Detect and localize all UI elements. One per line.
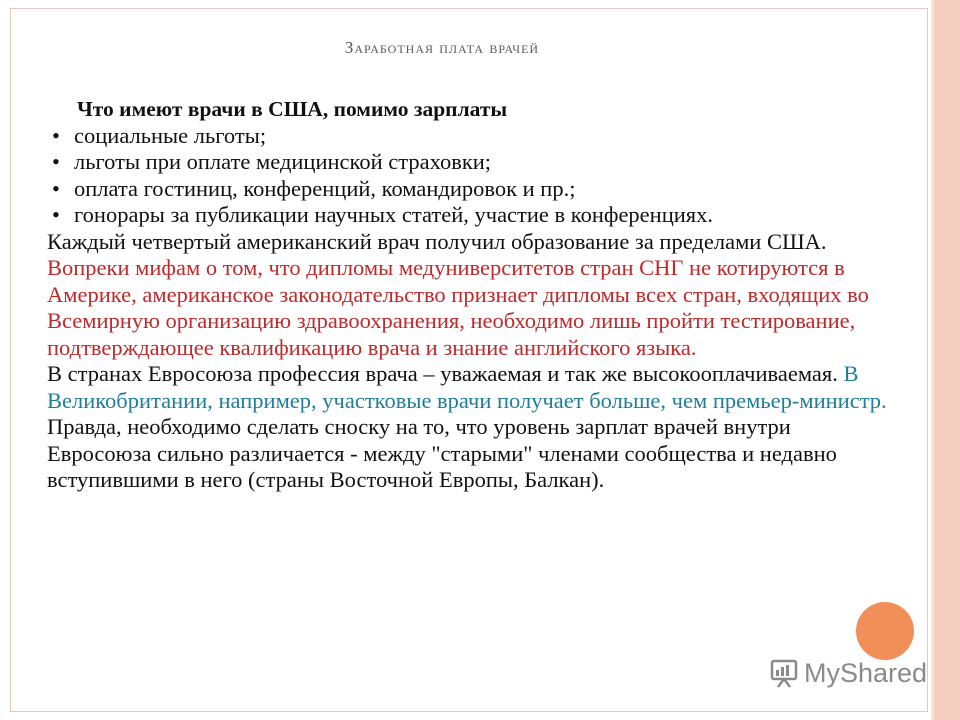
paragraph-eu-text: В странах Евросоюза профессия врача – уважаемая и так же высокооплачиваемая. <box>47 361 838 386</box>
paragraph-note: Правда, необходимо сделать сноску на то, что уровень зарплат врачей внутри Евросоюза сильно различается - между "старыми" членами сообщества и недавно вступившими в него (страны Восточной Европы, Балкан). <box>47 414 837 492</box>
paragraph-eu <box>47 361 887 414</box>
bullet-item: • оплата гостиниц, конференций, командировок и пр.; <box>47 176 887 203</box>
watermark-text: MyShared <box>804 657 928 688</box>
bullet-icon: • <box>52 122 60 148</box>
bullet-icon: • <box>52 175 60 201</box>
presentation-board-icon <box>768 657 800 689</box>
bullet-item: • гонорары за публикации научных статей, участие в конференциях. <box>47 202 887 229</box>
bullet-item: • льготы при оплате медицинской страховки; <box>47 149 887 176</box>
section-heading: Что имеют врачи в США, помимо зарплаты <box>77 97 508 121</box>
bullet-icon: • <box>52 202 60 227</box>
slide-title: Заработная плата врачей <box>344 38 540 57</box>
slide-body <box>47 96 887 494</box>
paragraph-usa-highlight: Вопреки мифам о том, что дипломы медуниверситетов стран СНГ не котируются в Америке, американское законодательство признает дипломы всех стран, входящих во Всемирную организацию здравоохранения, необходимо лишь пройти тестирование, подтверждающее квалификацию врача и знание английского языка. <box>47 255 869 360</box>
bullet-item: • социальные льготы; <box>47 123 887 150</box>
decorative-band <box>934 0 960 720</box>
decorative-band-inner <box>931 0 934 720</box>
watermark-logo <box>768 655 927 691</box>
bullet-icon: • <box>52 149 60 174</box>
decorative-circle <box>856 602 914 660</box>
paragraph-usa <box>47 229 887 362</box>
paragraph-usa-text: Каждый четвертый американский врач получил образование за пределами США. <box>47 228 827 254</box>
paragraph-eu-highlight: В Великобритании, например, участковые врачи получает больше, чем премьер-министр. <box>47 361 887 413</box>
